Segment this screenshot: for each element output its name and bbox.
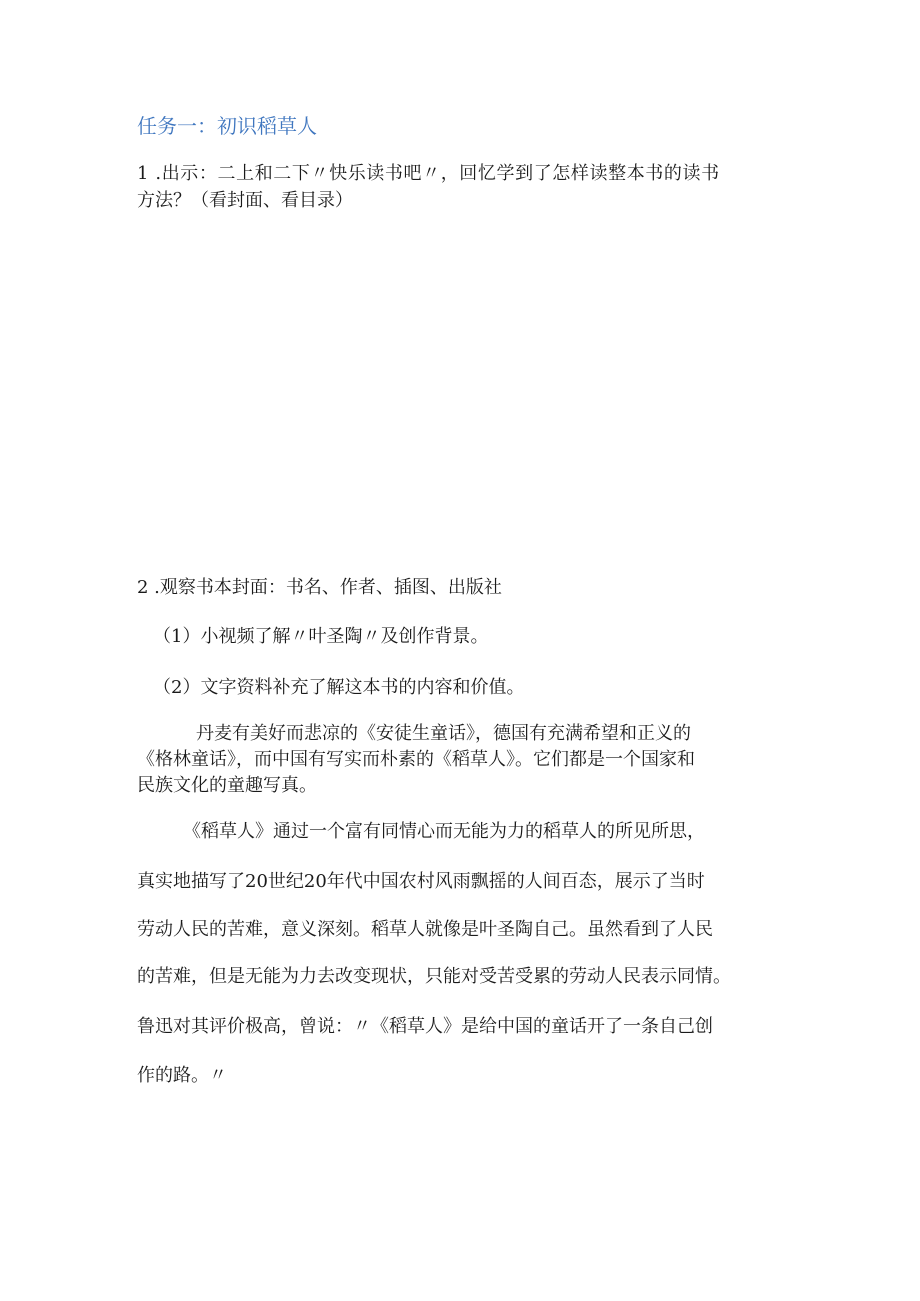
para2-line3: 劳动人民的苦难，意义深刻。稻草人就像是叶圣陶自己。虽然看到了人民 bbox=[137, 919, 713, 940]
item2-sub1: （1）小视频了解〃叶圣陶〃及创作背景。 bbox=[153, 626, 489, 647]
task-heading: 任务一：初识稻草人 bbox=[137, 114, 317, 138]
item1-line1: 1 .出示：二上和二下〃快乐读书吧〃，回忆学到了怎样读整本书的读书 bbox=[137, 163, 720, 184]
item2-sub2: （2）文字资料补充了解这本书的内容和价值。 bbox=[153, 677, 525, 698]
para2-line4: 的苦难，但是无能为力去改变现状，只能对受苦受累的劳动人民表示同情。 bbox=[137, 966, 731, 987]
para1-line1: 丹麦有美好而悲凉的《安徒生童话》，德国有充满希望和正义的 bbox=[196, 723, 691, 744]
item1-line2: 方法？（看封面、看目录） bbox=[137, 190, 353, 211]
para1-line2: 《格林童话》，而中国有写实而朴素的《稻草人》。它们都是一个国家和 bbox=[137, 749, 695, 770]
item2-title: 2 .观察书本封面：书名、作者、插图、出版社 bbox=[137, 577, 502, 598]
para2-line5: 鲁迅对其评价极高，曾说：〃《稻草人》是给中国的童话开了一条自己创 bbox=[137, 1016, 713, 1037]
para2-line1: 《稻草人》通过一个富有同情心而无能为力的稻草人的所见所思， bbox=[183, 821, 705, 842]
para2-line2: 真实地描写了20世纪20年代中国农村风雨飘摇的人间百态，展示了当时 bbox=[137, 871, 705, 892]
para2-line6: 作的路。〃 bbox=[137, 1065, 227, 1086]
para1-line3: 民族文化的童趣写真。 bbox=[137, 775, 317, 796]
